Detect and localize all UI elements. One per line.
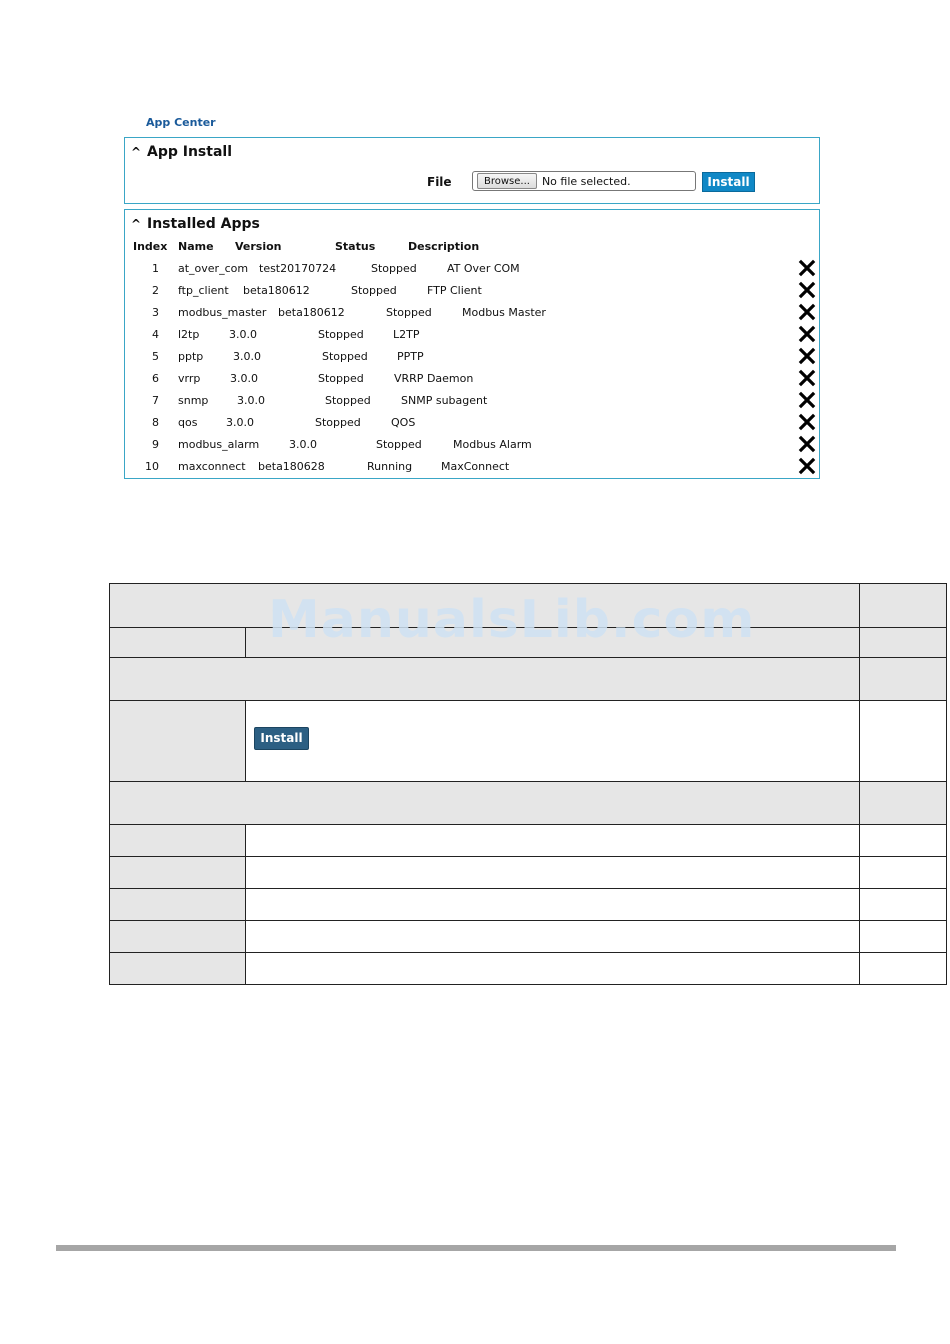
table-header-cell (860, 584, 947, 628)
row-app-name: maxconnect (178, 460, 246, 473)
row-index: 3 (152, 306, 159, 319)
file-label: File (427, 175, 452, 189)
app-install-title: App Install (147, 144, 232, 160)
row-index: 10 (145, 460, 159, 473)
row-app-status: Stopped (322, 350, 368, 363)
row-app-version: 3.0.0 (230, 372, 258, 385)
install-button-illustration: Install (254, 727, 309, 750)
row-app-version: 3.0.0 (289, 438, 317, 451)
row-app-status: Stopped (386, 306, 432, 319)
table-row-label (110, 701, 246, 782)
row-index: 1 (152, 262, 159, 275)
row-app-status: Stopped (325, 394, 371, 407)
table-row-default (860, 825, 947, 857)
column-header-index: Index (133, 240, 168, 253)
delete-app-icon[interactable] (798, 259, 816, 277)
row-index: 6 (152, 372, 159, 385)
row-app-name: at_over_com (178, 262, 249, 275)
delete-app-icon[interactable] (798, 303, 816, 321)
row-index: 7 (152, 394, 159, 407)
installed-apps-panel (124, 209, 820, 479)
row-app-description: PPTP (397, 350, 424, 363)
row-app-description: L2TP (393, 328, 420, 341)
row-app-name: modbus_master (178, 306, 267, 319)
delete-app-icon[interactable] (798, 281, 816, 299)
row-index: 4 (152, 328, 159, 341)
delete-app-icon[interactable] (798, 347, 816, 365)
table-row-content (246, 921, 860, 953)
column-header-version: Version (235, 240, 282, 253)
row-app-name: vrrp (178, 372, 201, 385)
table-row-label (110, 825, 246, 857)
row-app-description: MaxConnect (441, 460, 510, 473)
file-status-text: No file selected. (541, 174, 631, 188)
row-app-status: Stopped (371, 262, 417, 275)
table-subheader-cell (860, 628, 947, 658)
column-header-name: Name (178, 240, 214, 253)
table-row-content (246, 889, 860, 921)
row-app-name: snmp (178, 394, 209, 407)
table-subheader-cell (110, 628, 246, 658)
row-app-version: 3.0.0 (233, 350, 261, 363)
row-index: 2 (152, 284, 159, 297)
row-index: 8 (152, 416, 159, 429)
row-app-name: ftp_client (178, 284, 229, 297)
table-row-default (860, 857, 947, 889)
row-app-description: SNMP subagent (401, 394, 488, 407)
table-section-cell (860, 782, 947, 825)
table-row-label (110, 953, 246, 985)
row-app-version: beta180612 (243, 284, 310, 297)
row-app-status: Running (367, 460, 413, 473)
table-row-default (860, 953, 947, 985)
row-app-name: l2tp (178, 328, 200, 341)
table-section-cell (860, 658, 947, 701)
row-app-status: Stopped (376, 438, 422, 451)
delete-app-icon[interactable] (798, 391, 816, 409)
row-app-version: 3.0.0 (237, 394, 265, 407)
row-app-name: pptp (178, 350, 204, 363)
installed-apps-title: Installed Apps (147, 216, 260, 232)
table-row-label (110, 921, 246, 953)
table-row-default (860, 889, 947, 921)
app-install-header[interactable] (131, 144, 232, 160)
breadcrumb[interactable]: App Center (146, 116, 216, 129)
row-app-version: 3.0.0 (229, 328, 257, 341)
chevron-up-icon: ^ (131, 145, 142, 159)
row-app-version: test20170724 (259, 262, 337, 275)
file-input[interactable] (472, 171, 696, 191)
row-app-status: Stopped (318, 372, 364, 385)
row-app-status: Stopped (351, 284, 397, 297)
row-app-name: modbus_alarm (178, 438, 260, 451)
chevron-up-icon: ^ (131, 217, 142, 231)
watermark: ManualsLib.com (268, 590, 756, 650)
delete-app-icon[interactable] (798, 413, 816, 431)
row-app-description: Modbus Alarm (453, 438, 532, 451)
delete-app-icon[interactable] (798, 457, 816, 475)
installed-apps-header[interactable] (131, 216, 260, 232)
install-button[interactable]: Install (702, 172, 755, 192)
table-row-content (246, 953, 860, 985)
table-row-content (246, 825, 860, 857)
row-index: 9 (152, 438, 159, 451)
row-app-status: Stopped (318, 328, 364, 341)
row-app-version: beta180612 (278, 306, 345, 319)
row-app-version: beta180628 (258, 460, 325, 473)
row-app-name: qos (178, 416, 198, 429)
footer-divider (56, 1245, 896, 1251)
delete-app-icon[interactable] (798, 325, 816, 343)
table-row-content (246, 857, 860, 889)
table-row-label (110, 889, 246, 921)
table-row-default (860, 701, 947, 782)
row-index: 5 (152, 350, 159, 363)
row-app-status: Stopped (315, 416, 361, 429)
column-header-description: Description (408, 240, 480, 253)
table-section-cell (110, 658, 860, 701)
row-app-description: FTP Client (427, 284, 482, 297)
row-app-version: 3.0.0 (226, 416, 254, 429)
browse-button[interactable]: Browse... (477, 173, 537, 189)
delete-app-icon[interactable] (798, 369, 816, 387)
table-row-label (110, 857, 246, 889)
row-app-description: VRRP Daemon (394, 372, 474, 385)
delete-app-icon[interactable] (798, 435, 816, 453)
row-app-description: AT Over COM (447, 262, 520, 275)
table-section-cell (110, 782, 860, 825)
row-app-description: QOS (391, 416, 416, 429)
table-row-content (246, 701, 860, 782)
row-app-description: Modbus Master (462, 306, 546, 319)
table-row-default (860, 921, 947, 953)
column-header-status: Status (335, 240, 376, 253)
app-install-panel (124, 137, 820, 204)
